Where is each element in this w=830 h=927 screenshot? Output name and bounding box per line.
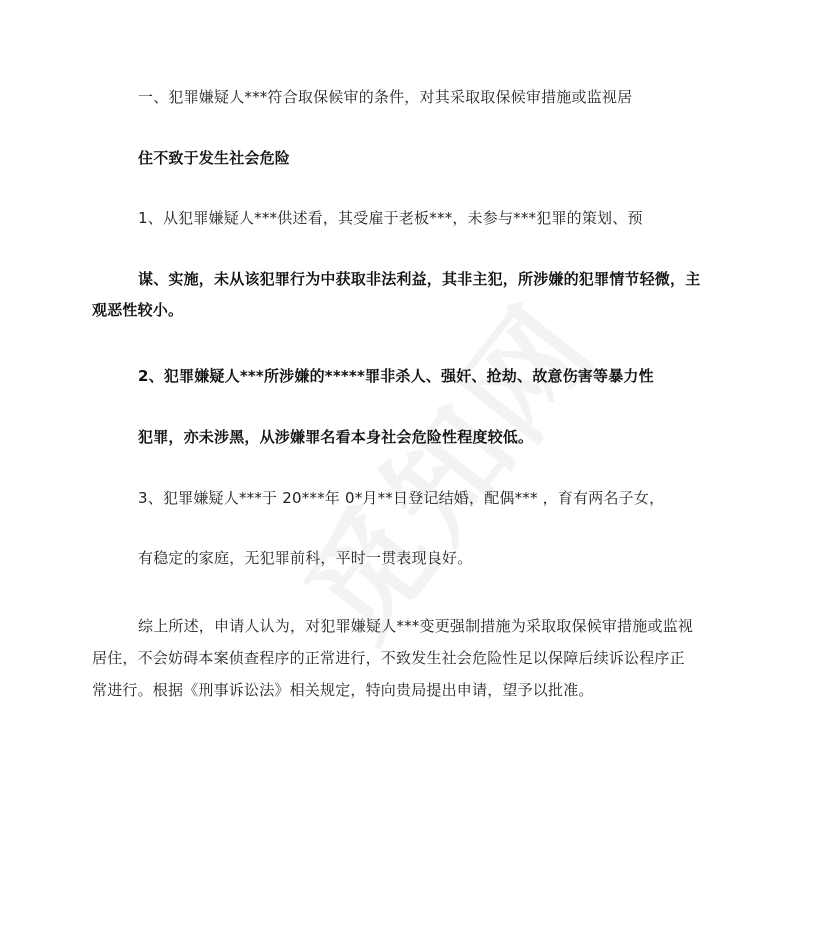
heading-condition-line-2: 住不致于发生社会危险 [138,149,291,167]
point-3-line-1: 3、犯罪嫌疑人***于 20***年 0*月**日登记结婚，配偶*** ，育有两名子女， [138,489,665,507]
conclusion-line-1: 综上所述，申请人认为，对犯罪嫌疑人***变更强制措施为采取取保候审措施或监视 [138,617,694,635]
point-3-line-2: 有稳定的家庭，无犯罪前科，平时一贯表现良好。 [138,549,473,567]
point-1-line-3: 观恶性较小。 [92,301,184,319]
conclusion-line-3: 常进行。根据《刑事诉讼法》相关规定，特向贵局提出申请，望予以批准。 [92,681,594,699]
heading-condition-line-1: 一、犯罪嫌疑人***符合取保候审的条件，对其采取取保候审措施或监视居 [138,88,633,106]
watermark [260,264,628,668]
point-1-line-1: 1、从犯罪嫌疑人***供述看，其受雇于老板***，未参与***犯罪的策划、预 [138,209,643,227]
conclusion-line-2: 居住，不会妨碍本案侦查程序的正常进行，不致发生社会危险性足以保障后续诉讼程序正 [92,649,685,667]
point-2-line-2: 犯罪，亦未涉黑，从涉嫌罪名看本身社会危险性程度较低。 [138,428,534,446]
point-2-line-1: 2、犯罪嫌疑人***所涉嫌的*****罪非杀人、强奸、抢劫、故意伤害等暴力性 [138,367,654,385]
point-1-line-2: 谋、实施，未从该犯罪行为中获取非法利益，其非主犯，所涉嫌的犯罪情节轻微，主 [138,270,701,288]
